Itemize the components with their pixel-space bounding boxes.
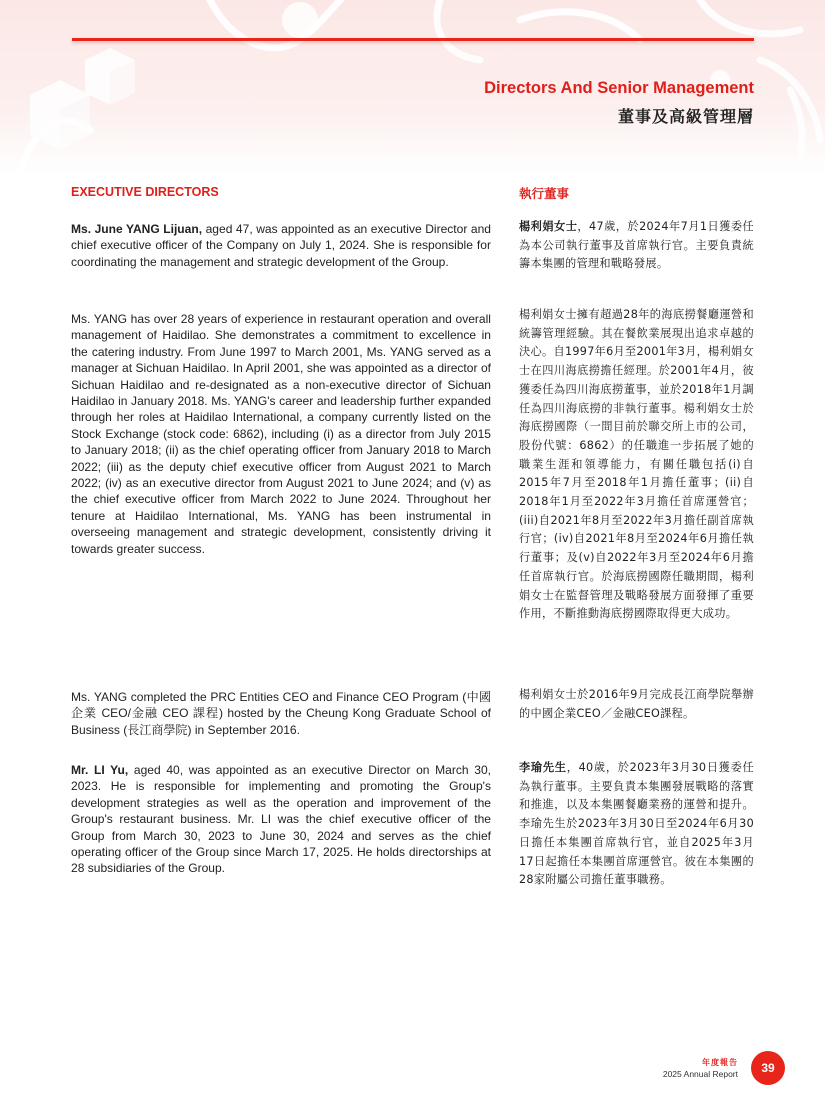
paragraph-text: ，47歲，於2024年7月1日獲委任為本公司執行董事及首席執行官。主要負責統籌本集團的管理和戰略發展。 xyxy=(519,220,754,271)
paragraph-text: aged 40, was appointed as an executive Director on March 30, 2023. He is responsible for implementing and promoting the Group's development strategies as well as the operation and improvement of the Group's restaurant business. Mr. LI was the chief executive officer of the Group from March 30, 2023 to June 30, 2024 and serves as the chief operating officer of the Group since March 17, 2025. He holds directorships at 28 subsidiaries of the Group. xyxy=(71,763,492,876)
paragraph-en-1 xyxy=(71,221,491,270)
paragraph-zh-1 xyxy=(519,218,754,274)
decor-dot xyxy=(282,2,318,38)
decor-swirl xyxy=(760,60,820,140)
paragraph-en-3: Ms. YANG completed the PRC Entities CEO and Finance CEO Program (中國企業 CEO/金融 CEO 課程) hosted by the Cheung Kong Graduate School of Business (長江商學院) in September 2016. xyxy=(71,690,491,737)
decor-swirl xyxy=(520,12,640,40)
page-title-en: Directors And Senior Management xyxy=(484,79,754,97)
paragraph-zh-2: 楊利娟女士擁有超過28年的海底撈餐廳運營和統籌管理經驗。其在餐飲業展現出追求卓越的決心。自1997年6月至2001年3月，楊利娟女士在四川海底撈擔任經理。於2001年4月，彼獲委任為四川海底撈董事，並於2018年1月調任為四川海底撈的非執行董事。楊利娟女士於海底撈國際（一間目前於聯交所上市的公司，股份代號：6862）的任職進一步拓展了她的職業生涯和領導能力，有關任職包括(i)自2015年7月至2018年1月擔任董事；(ii)自2018年1月至2022年3月擔任首席運營官；(iii)自2021年8月至2022年3月擔任副首席執行官；(iv)自2021年8月至2024年6月擔任執行董事；及(v)自2022年3月至2024年6月擔任首席執行官。於海底撈國際任職期間，楊利娟女士在監督管理及戰略發展方面發揮了重要作用，不斷推動海底撈國際取得更大成功。 xyxy=(519,308,755,621)
paragraph-zh-3: 楊利娟女士於2016年9月完成長江商學院舉辦的中國企業CEO／金融CEO課程。 xyxy=(519,688,754,720)
decor-swirl xyxy=(700,0,800,34)
person-name-zh: 楊利娟女士 xyxy=(519,220,578,233)
paragraph-text: ，40歲，於2023年3月30日獲委任為執行董事。主要負責本集團發展戰略的落實和推進，以及本集團餐廳業務的運營和提升。李瑜先生於2023年3月30日至2024年6月30日擔任本集團首席執行官，並自2025年3月17日起擔任本集團首席運營官。彼在本集團的28家附屬公司擔任董事職務。 xyxy=(519,761,755,887)
section-heading-zh: 執行董事 xyxy=(519,186,570,201)
paragraph-zh-4 xyxy=(519,759,754,890)
top-divider xyxy=(72,38,754,41)
footer-report-label-zh: 年度報告 xyxy=(702,1058,738,1067)
person-name-zh: 李瑜先生 xyxy=(519,761,567,774)
paragraph-en-2: Ms. YANG has over 28 years of experience in restaurant operation and overall management of Haidilao. She demonstrates a commitment to excellence in the catering industry. From June 1997 to March 2001, Ms. YANG served as a manager at Sichuan Haidilao. In April 2001, she was appointed as a director of Sichuan Haidilao and re-designated as a non-executive director of Sichuan Haidilao in January 2018. Ms. YANG's career and leadership further expanded through her roles at Haidilao International, a company currently listed on the Stock Exchange (stock code: 6862), including (i) as a director from July 2015 to January 2018; (ii) as the chief operating officer from January 2018 to March 2022; (iii) as the deputy chief executive officer from August 2021 to March 2022; (iv) as an executive director from August 2021 to June 2024; and (v) as the chief executive officer from March 2022 to June 2024. Throughout her tenure at Haidilao International, Ms. YANG has been instrumental in overseeing management and strategic development, consistently driving it towards greater success. xyxy=(71,312,491,556)
person-name-en: Ms. June YANG Lijuan, xyxy=(71,222,203,236)
page-number-badge: 39 xyxy=(751,1051,785,1085)
page-title-zh: 董事及高級管理層 xyxy=(617,107,754,126)
footer-report-label-en: 2025 Annual Report xyxy=(662,1069,738,1079)
person-name-en: Mr. LI Yu, xyxy=(71,763,129,777)
paragraph-en-4 xyxy=(71,762,491,877)
decor-swirl xyxy=(437,0,480,60)
paragraph-text: aged 47, was appointed as an executive Director and chief executive officer of the Company on July 1, 2024. She is responsible for coordinating the management and strategic development of the Group. xyxy=(71,222,491,269)
decor-swirl xyxy=(790,90,802,160)
section-heading-en: EXECUTIVE DIRECTORS xyxy=(71,185,219,199)
